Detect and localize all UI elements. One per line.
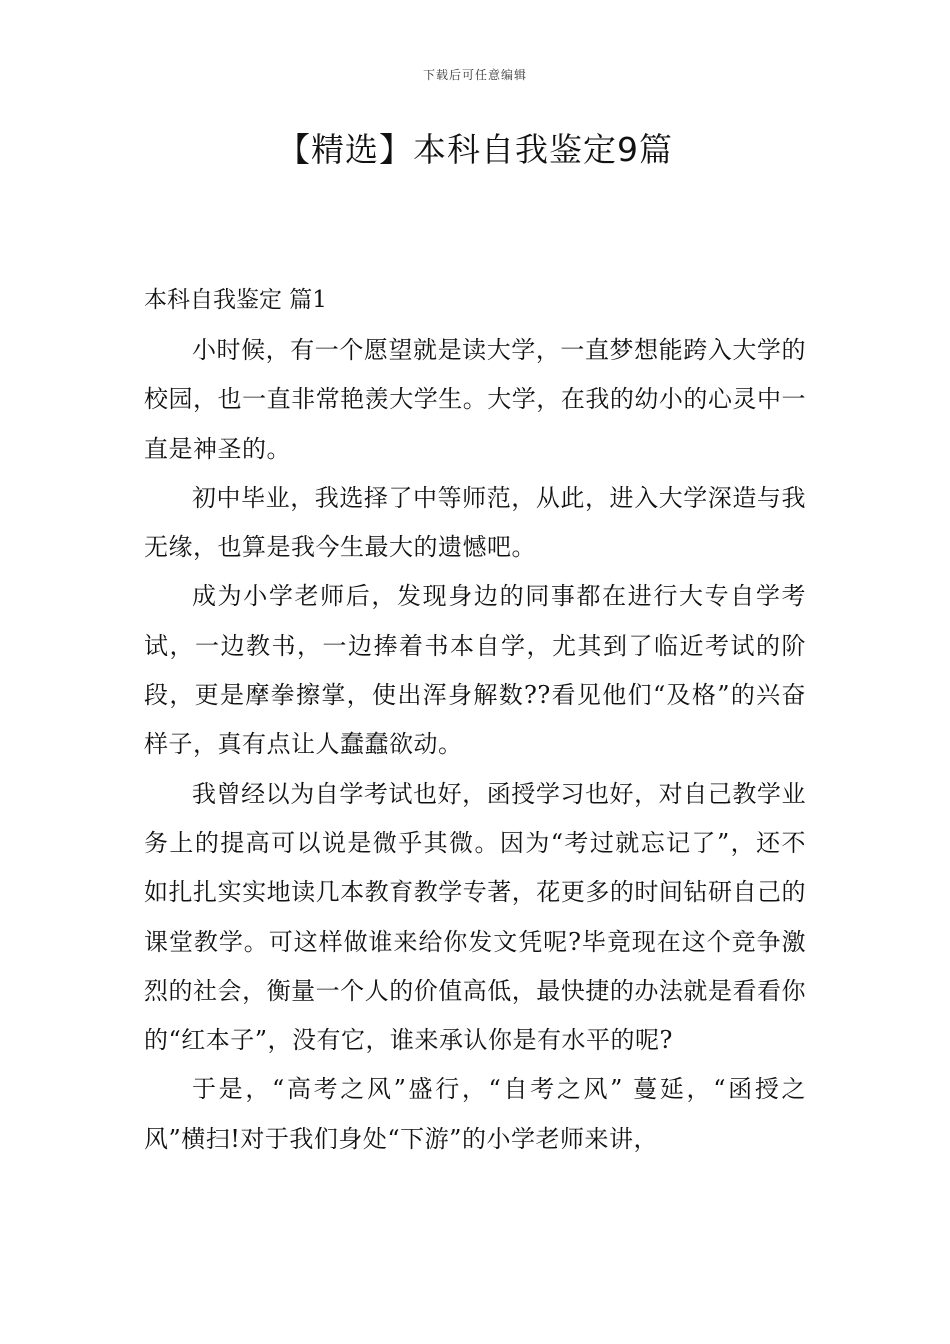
paragraph-3: 成为小学老师后，发现身边的同事都在进行大专自学考试，一边教书，一边捧着书本自学，尤其到了临近考试的阶段，更是摩拳擦掌，使出浑身解数??看见他们“及格”的兴奋样子，真有点让人蠢蠢欲动。 [144, 582, 806, 759]
paragraph-2: 初中毕业，我选择了中等师范，从此，进入大学深造与我无缘，也算是我今生最大的遗憾吧。 [144, 483, 806, 562]
paragraph-4: 我曾经以为自学考试也好，函授学习也好，对自己教学业务上的提高可以说是微乎其微。因为“考过就忘记了”，还不如扎扎实实地读几本教育教学专著，花更多的时间钻研自己的课堂教学。可这样做谁来给你发文凭呢?毕竟现在这个竞争激烈的社会，衡量一个人的价值高低，最快捷的办法就是看看你的“红本子”，没有它，谁来承认你是有水平的呢? [144, 779, 806, 1055]
document-body [144, 280, 806, 1164]
paragraph-1: 小时候，有一个愿望就是读大学，一直梦想能跨入大学的校园，也一直非常艳羡大学生。大学，在我的幼小的心灵中一直是神圣的。 [144, 336, 806, 463]
section-heading: 本科自我鉴定 篇1 [144, 287, 327, 313]
paragraph-5: 于是，“高考之风”盛行，“自考之风” 蔓延，“函授之风”横扫!对于我们身处“下游”的小学老师来讲， [144, 1075, 806, 1153]
header-note: 下载后可任意编辑 [422, 68, 527, 82]
document-title: 【精选】本科自我鉴定9篇 [277, 130, 673, 169]
